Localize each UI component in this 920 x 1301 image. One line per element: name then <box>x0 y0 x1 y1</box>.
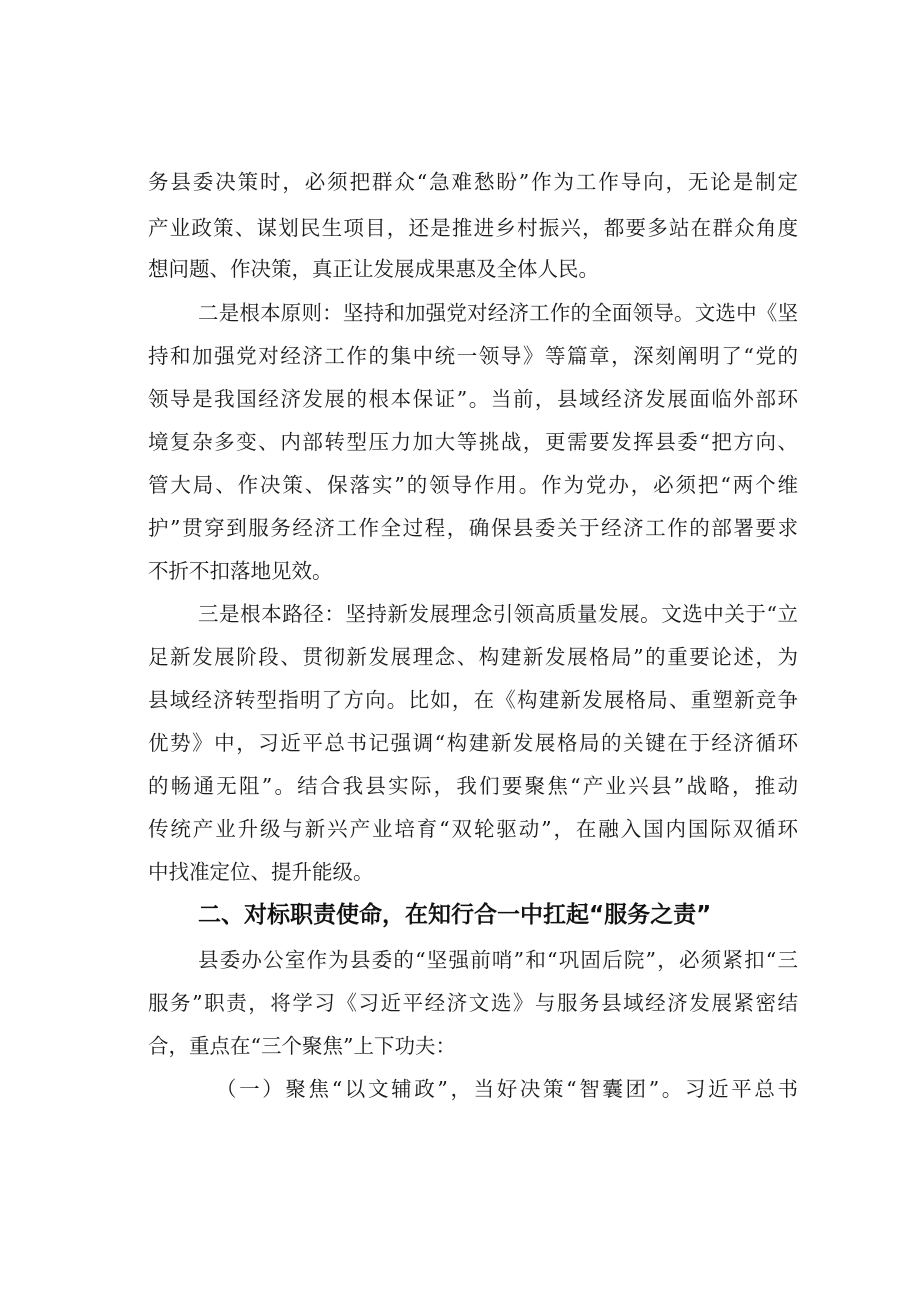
paragraph-3-line-1: 三是根本路径：坚持新发展理念引领高质量发展。文选中关于“立 <box>198 602 798 626</box>
section-heading: 二、对标职责使命，在知行合一中扛起“服务之责” <box>198 902 712 928</box>
paragraph-1-line-1: 务县委决策时，必须把群众“急难愁盼”作为工作导向，无论是制定 <box>148 170 798 194</box>
paragraph-3-line-5: 的畅通无阻”。结合我县实际，我们要聚焦“产业兴县”战略，推动 <box>148 774 798 798</box>
paragraph-1-line-2: 产业政策、谋划民生项目，还是推进乡村振兴，都要多站在群众角度 <box>148 216 798 240</box>
section-paragraph-line-2: 服务”职责，将学习《习近平经济文选》与服务县域经济发展紧密结 <box>148 991 798 1015</box>
paragraph-2-line-1: 二是根本原则：坚持和加强党对经济工作的全面领导。文选中《坚 <box>198 301 798 325</box>
paragraph-3-line-6: 传统产业升级与新兴产业培育“双轮驱动”，在融入国内国际双循环 <box>148 817 798 841</box>
paragraph-2-line-2: 持和加强党对经济工作的集中统一领导》等篇章，深刻阐明了“党的 <box>148 344 798 368</box>
paragraph-2-line-3: 领导是我国经济发展的根本保证”。当前，县域经济发展面临外部环 <box>148 387 798 411</box>
section-paragraph-line-1: 县委办公室作为县委的“坚强前哨”和“巩固后院”，必须紧扣“三 <box>198 948 798 972</box>
paragraph-3-line-2: 足新发展阶段、贯彻新发展理念、构建新发展格局”的重要论述，为 <box>148 645 798 669</box>
subsection-heading-line: （一）聚焦“以文辅政”，当好决策“智囊团”。习近平总书 <box>216 1077 798 1101</box>
paragraph-3-line-3: 县域经济转型指明了方向。比如，在《构建新发展格局、重塑新竞争 <box>148 688 798 712</box>
paragraph-2-line-7: 不折不扣落地见效。 <box>148 559 333 583</box>
paragraph-3-line-7: 中找准定位、提升能级。 <box>148 860 374 884</box>
section-paragraph-line-3: 合，重点在“三个聚焦”上下功夫： <box>148 1034 456 1058</box>
paragraph-2-line-5: 管大局、作决策、保落实”的领导作用。作为党办，必须把“两个维 <box>148 473 798 497</box>
paragraph-1-line-3: 想问题、作决策，真正让发展成果惠及全体人民。 <box>148 257 599 281</box>
paragraph-2-line-6: 护”贯穿到服务经济工作全过程，确保县委关于经济工作的部署要求 <box>148 516 798 540</box>
paragraph-2-line-4: 境复杂多变、内部转型压力加大等挑战，更需要发挥县委“把方向、 <box>148 430 798 454</box>
paragraph-3-line-4: 优势》中，习近平总书记强调“构建新发展格局的关键在于经济循环 <box>148 731 798 755</box>
